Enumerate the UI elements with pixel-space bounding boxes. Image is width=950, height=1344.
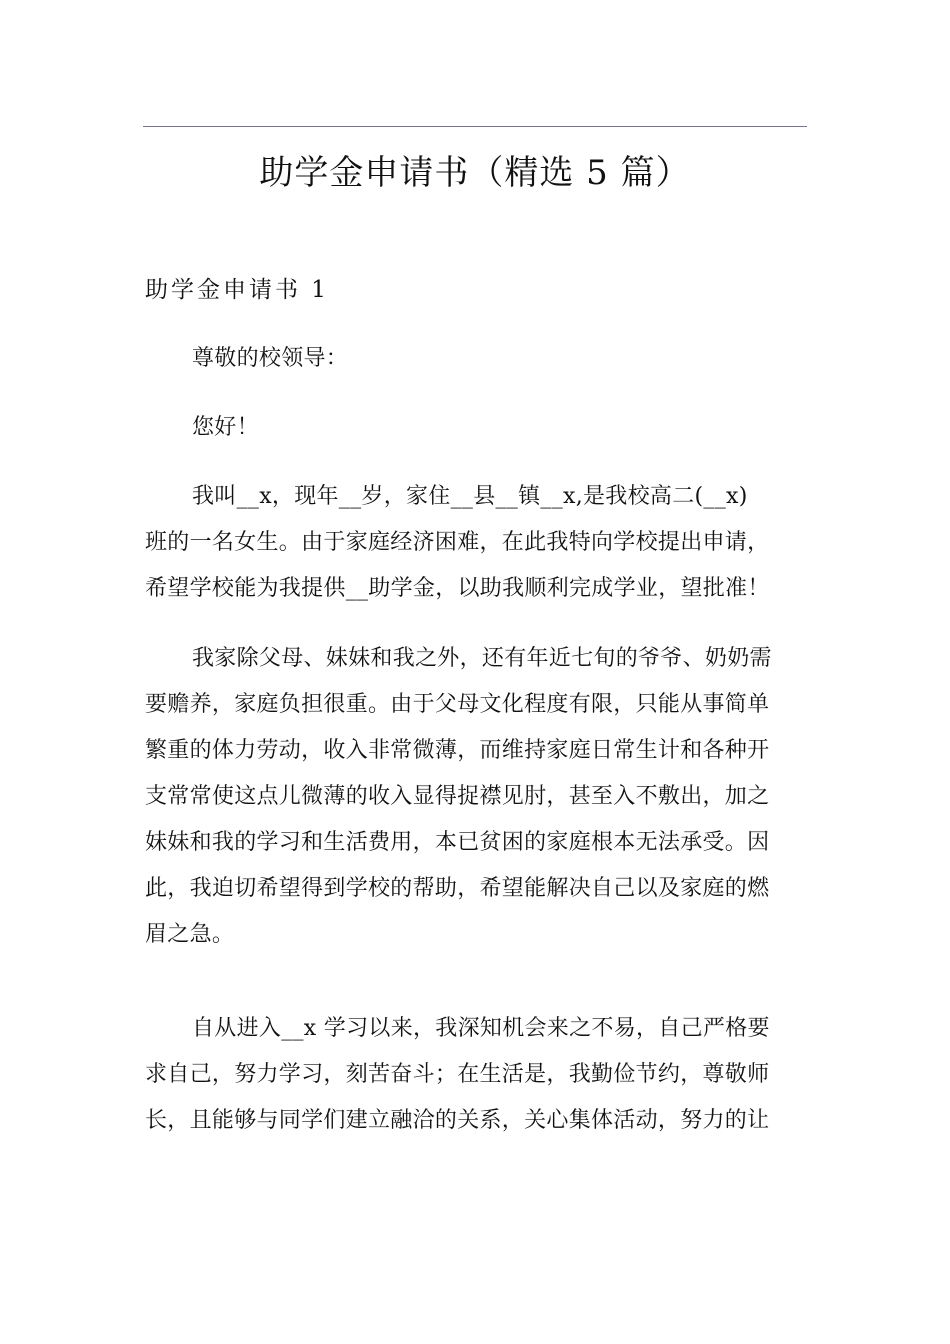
paragraph-1 (145, 474, 807, 612)
paragraph-line: 要赡养，家庭负担很重。由于父母文化程度有限，只能从事简单 (145, 692, 770, 717)
paragraph-line: 支常常使这点儿微薄的收入显得捉襟见肘，甚至入不敷出，加之 (145, 784, 770, 809)
salutation (145, 336, 807, 382)
section-heading: 助学金申请书 1 (145, 277, 329, 303)
salutation-text: 尊敬的校领导： (192, 346, 349, 371)
document-title: 助学金申请书（精选 5 篇） (259, 153, 691, 193)
paragraph-line: 我叫__x，现年__岁，家住__县__镇__x,是我校高二(__x) (192, 484, 748, 509)
header-rule (143, 126, 807, 127)
greeting-text: 您好！ (192, 415, 259, 440)
paragraph-line: 我家除父母、妹妹和我之外，还有年近七旬的爷爷、奶奶需 (192, 646, 772, 671)
paragraph-3 (145, 1006, 807, 1144)
paragraph-line: 长，且能够与同学们建立融洽的关系，关心集体活动，努力的让 (145, 1108, 770, 1133)
paragraph-line: 妹妹和我的学习和生活费用，本已贫困的家庭根本无法承受。因 (145, 830, 770, 855)
paragraph-line: 希望学校能为我提供__助学金，以助我顺利完成学业，望批准！ (145, 576, 770, 601)
paragraph-line: 此，我迫切希望得到学校的帮助，希望能解决自己以及家庭的燃 (145, 876, 770, 901)
paragraph-line: 班的一名女生。由于家庭经济困难，在此我特向学校提出申请， (145, 530, 770, 555)
paragraph-line: 求自己，努力学习，刻苦奋斗；在生活是，我勤俭节约，尊敬师 (145, 1062, 770, 1087)
paragraph-2 (145, 636, 807, 958)
paragraph-line: 自从进入__x 学习以来，我深知机会来之不易，自己严格要 (192, 1016, 770, 1041)
paragraph-line: 繁重的体力劳动，收入非常微薄，而维持家庭日常生计和各种开 (145, 738, 770, 763)
paragraph-line: 眉之急。 (145, 922, 235, 947)
greeting (145, 405, 807, 451)
